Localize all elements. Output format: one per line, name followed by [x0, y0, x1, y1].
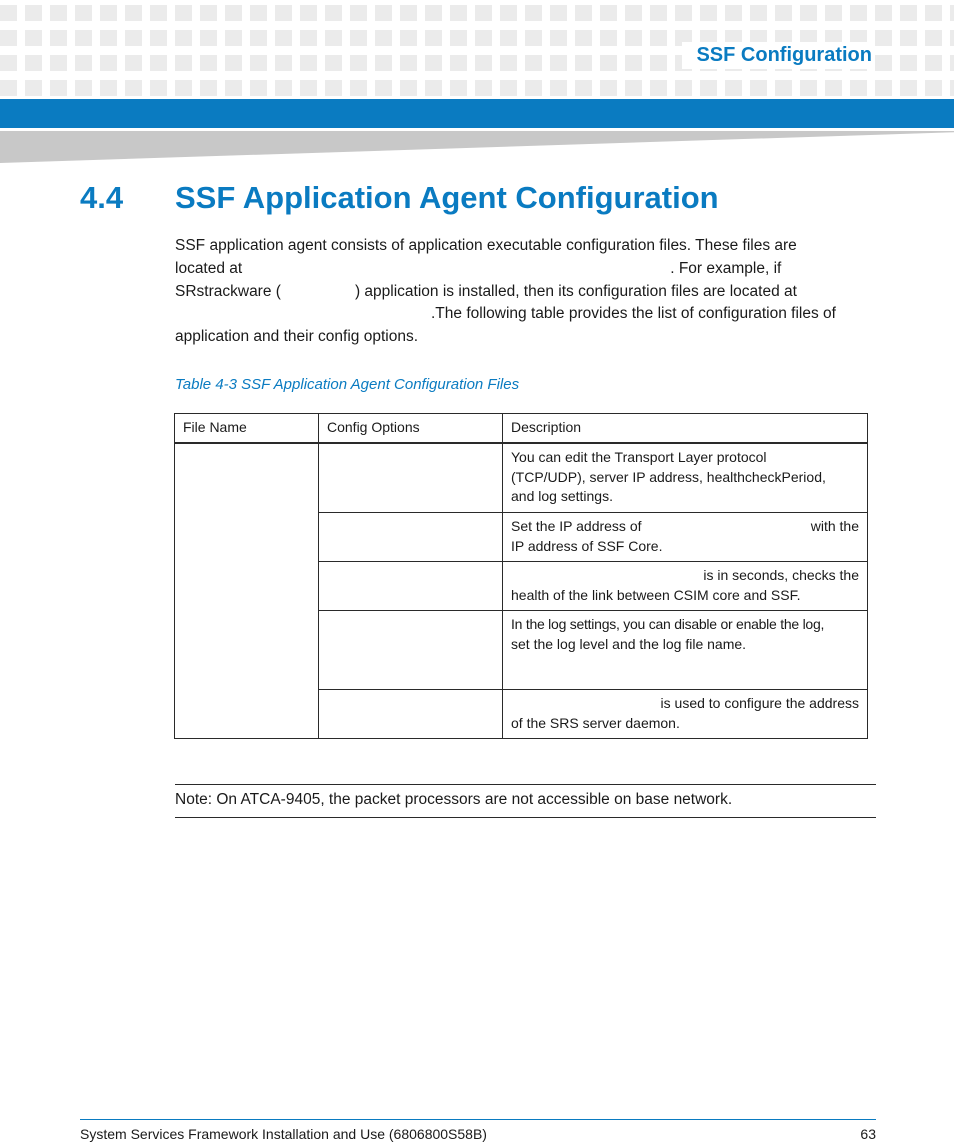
description-line: (TCP/UDP), server IP address, healthcheckPeriod, — [511, 468, 826, 485]
description-line: IP address of SSF Core. — [511, 537, 663, 554]
paragraph-line-3-start: SRstrackware ( — [175, 282, 281, 300]
table-header-row — [175, 414, 868, 444]
paragraph-line-4 — [175, 303, 875, 326]
table-row — [175, 443, 868, 513]
footer-rule — [80, 1119, 876, 1120]
paragraph-line-2-start: located at — [175, 259, 243, 277]
table-caption: Table 4-3 SSF Application Agent Configuration Files — [175, 376, 520, 393]
config-option-cell — [319, 562, 503, 611]
config-option-cell — [319, 611, 503, 690]
description-line: health of the link between CSIM core and SSF. — [511, 586, 801, 603]
header-description: Description — [503, 414, 868, 444]
note-text: Note: On ATCA-9405, the packet processors are not accessible on base network. — [175, 791, 733, 808]
paragraph-line-3 — [175, 281, 875, 304]
header-file-name: File Name — [175, 414, 319, 444]
paragraph-line-1: SSF application agent consists of application executable configuration files. These files are — [175, 237, 797, 254]
description-line: set the log level and the log file name. — [511, 635, 747, 652]
config-option-cell — [319, 690, 503, 739]
header-chapter-title: SSF Configuration — [682, 42, 872, 69]
description-cell — [503, 443, 868, 513]
paragraph-line-5: application and their config options. — [175, 328, 418, 346]
description-line: is in seconds, checks the — [703, 567, 859, 583]
paragraph-line-2-end: . For example, if — [670, 259, 782, 277]
footer-page-number: 63 — [860, 1126, 876, 1142]
intro-paragraph — [175, 235, 875, 349]
section-title: SSF Application Agent Configuration — [175, 180, 719, 215]
note-box — [175, 784, 876, 818]
description-cell — [503, 513, 868, 562]
description-line: is used to configure the address — [660, 695, 859, 711]
description-line: You can edit the Transport Layer protocol — [511, 449, 767, 465]
config-files-table — [174, 413, 868, 739]
file-name-cell — [175, 443, 319, 739]
paragraph-line-3-end: ) application is installed, then its configuration files are located at — [354, 282, 797, 300]
description-cell — [503, 611, 868, 690]
header-config-options: Config Options — [319, 414, 503, 444]
description-line: of the SRS server daemon. — [511, 714, 680, 731]
config-option-cell — [319, 513, 503, 562]
description-cell — [503, 562, 868, 611]
header-blue-band — [0, 99, 954, 128]
section-number: 4.4 — [80, 180, 124, 215]
header-grey-wedge — [0, 131, 954, 163]
description-line: Set the IP address of with the — [511, 518, 859, 534]
description-line: and log settings. — [511, 488, 613, 504]
description-cell — [503, 690, 868, 739]
paragraph-line-4-end: .The following table provides the list of configuration files of — [431, 305, 836, 323]
description-line: In the log settings, you can disable or enable the log, — [511, 616, 825, 632]
config-option-cell — [319, 443, 503, 513]
paragraph-line-2 — [175, 258, 875, 281]
footer-doc-title: System Services Framework Installation and Use (6806800S58B) — [80, 1126, 487, 1142]
